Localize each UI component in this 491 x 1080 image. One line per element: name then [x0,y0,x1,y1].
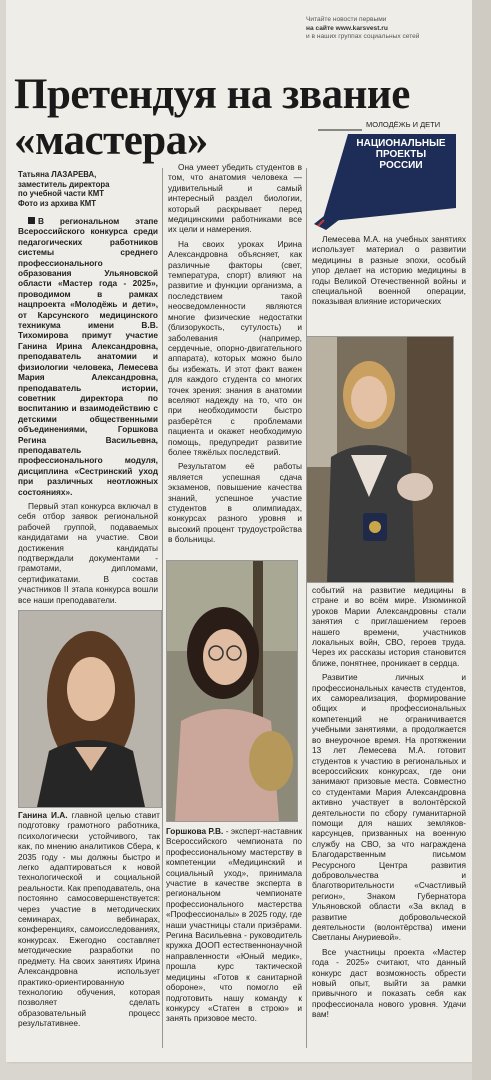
column-1 [18,216,158,609]
logo-tagline: МОЛОДЁЖЬ И ДЕТИ [366,120,441,129]
column-3-bottom [312,585,466,1024]
column-2 [168,162,302,549]
caption-text: - эксперт-наставник Всероссийского чемпионата по профессиональному мастерству в компетенции «Медицинский и социальный уход», принимала участие в качестве эксперта в региональном чемпионате профессионального мастерства «Профессионалы» в 2025 году, где наши участницы стали призёрами. Регина Васильевна - руководитель кружка ДООП естественнонаучной направленности «Юный медик», прошла курс тактической медицины «Готов к санитарной обороне», что помогло ей подготовить нашу команду к конкурсу «Статен в строю» и занять призовое место. [166,826,302,1024]
photo-gorshkova [166,560,298,822]
byline-author: Татьяна ЛАЗАРЕВА, [18,170,97,179]
caption-text: главной целью ставит подготовку грамотного работника, психологически устойчивого, так как, по мнению аналитиков Сбера, к 2035 году - мы должны быстро и легко адаптироваться к новой технологической и социальной реальности. Как преподаватель, она постоянно самосовершенствуется: через участие в методических семинарах, вебинарах, конференциях, самоисследованиях, конкурсах. Ежегодно составляет методические разработки по предмету. На своих занятиях Ирина Александровна использует практико-ориентированную технологию обучения, которая позволяет сделать образовательный процесс результативнее. [18,810,160,1029]
column-3-top [312,234,466,311]
promo-line: и в наших группах социальных сетей [306,33,420,40]
national-projects-logo [314,112,462,230]
paragraph: Лемесева М.А. на учебных занятиях использует материал о развитии медицины в разные эпохи, особый упор делает на историю медицины в годы Великой Отечественной войны и специальной военной операции, показывая влияние исторических [312,234,466,307]
lead-text: В региональном этапе Всероссийского конкурса среди педагогических работников системы среднего профессионального образования Ульяновской области «Мастер года - 2025», проводимом в рамках нацпроекта «Молодёжь и дети», от Карсунского медицинского техникума имени В.В. Тихомирова примут участие Ганина Ирина Александровна, преподаватель анатомии и физиологии человека, Лемесева Мария Александровна, преподаватель истории, советник директора по воспитанию и взаимодействию с детскими общественными объединениями, Горшкова Регина Васильевна, преподаватель профессионального модуля, дисциплина «Сестринский уход при различных неотложных состояниях». [18,216,158,497]
byline [18,170,168,208]
portrait-woman-glasses-image [167,561,297,821]
portrait-woman-award-image [307,337,453,582]
lead-paragraph [18,216,158,497]
promo-line: Читайте новости первыми [306,16,387,23]
newspaper-page [6,0,472,1062]
paragraph: На своих уроках Ирина Александровна объясняет, как различные факторы (свет, температура, спорт) влияют на развитие и функции организма, а последствием такой неосведомленности являются многие физические недостатки (близорукость, сутулость) и заболевания (например, сердечные, опорно-двигательного аппарата), которых можно было бы избежать. И этот факт важен для каждого студента со многих точек зрения: знания в анатомии вселяют надежду на то, что он при необходимости быстро разберётся с проблемами пациента и окажет необходимую помощь, предупредит развитие более тяжёлых последствий. [168,238,302,457]
paragraph: событий на развитие медицины в стране и во всём мире. Изюминкой уроков Марии Александровны стали занятия с приглашением героев нашего времени, участников локальных войн, СВО, героев труда. Через их рассказы история становится ближе, понятнее, проникает в сердца. [312,585,466,668]
byline-photo-credit: Фото из архива КМТ [18,198,97,208]
paragraph: Первый этап конкурса включал в себя отбор заявок региональной рабочей группой, подаваемых кандидатами на участие. Свои достижения кандидаты подтверждали документами - грамотами, дипломами, сертификатами. В состав участников II этапа конкурса вошли все наши преподаватели. [18,500,158,605]
byline-role: заместитель директора [18,179,110,189]
column-rule [306,168,307,1048]
logo-emblem-icon [314,112,462,230]
promo-block [306,16,466,42]
paragraph: Все участницы проекта «Мастер года - 2025» считают, что данный конкурс даст возможность обрести новый опыт, выйти за рамки привычного и показать себя как профессионала нового уровня. Удачи вам! [312,946,466,1020]
lead-square-icon [28,217,35,224]
caption-name: Ганина И.А. [18,810,68,820]
column-rule [162,168,163,1048]
caption-ganina [18,810,160,1029]
paragraph: Она умеет убедить студентов в том, что анатомия человека — удивительный и самый интересный раздел биологии, который раскрывает перед медицинскими работниками все их цели и намерения. [168,162,302,235]
promo-site: на сайте www.karsvest.ru [306,24,388,32]
photo-lemeseva [306,336,454,583]
caption-gorshkova [166,826,302,1024]
paragraph: Развитие личных и профессиональных качеств студентов, их самореализация, формирование общих и профессиональных компетенций не ограничивается учебными занятиями, а продолжается во внеурочное время. На протяжении 13 лет Лемесева М.А. готовит студентов к участию в региональных и всероссийских конкурсах, где они занимают призовые места. Совместно со студентами Мария Александровна активно участвует в волонтёрской деятельности по сбору гуманитарной помощи для наших земляков-карсунцев, призванных на военную службу на СВО, за что награждена Благодарственным письмом Ресурсного Центра развития добровольчества и благотворительности «Счастливый регион», Знаком Губернатора Ульяновской области «За вклад в развитие добровольческой деятельности (волонтёрства) имени Светланы Ануриевой». [312,672,466,943]
portrait-woman-image [19,611,161,807]
article-headline: Претендуя на звание «мастера» [14,71,410,164]
photo-ganina [18,610,162,808]
byline-role: по учебной части КМТ [18,189,104,198]
page-edge [472,0,491,1080]
caption-name: Горшкова Р.В. [166,826,224,836]
paragraph: Результатом её работы является успешная сдача экзаменов, повышение качества знаний, успешное участие студентов в олимпиадах, конкурсах разного уровня и высокий процент трудоустройства в больницы. [168,461,302,545]
logo-title: НАЦИОНАЛЬНЫЕ ПРОЕКТЫ РОССИИ [356,138,446,171]
